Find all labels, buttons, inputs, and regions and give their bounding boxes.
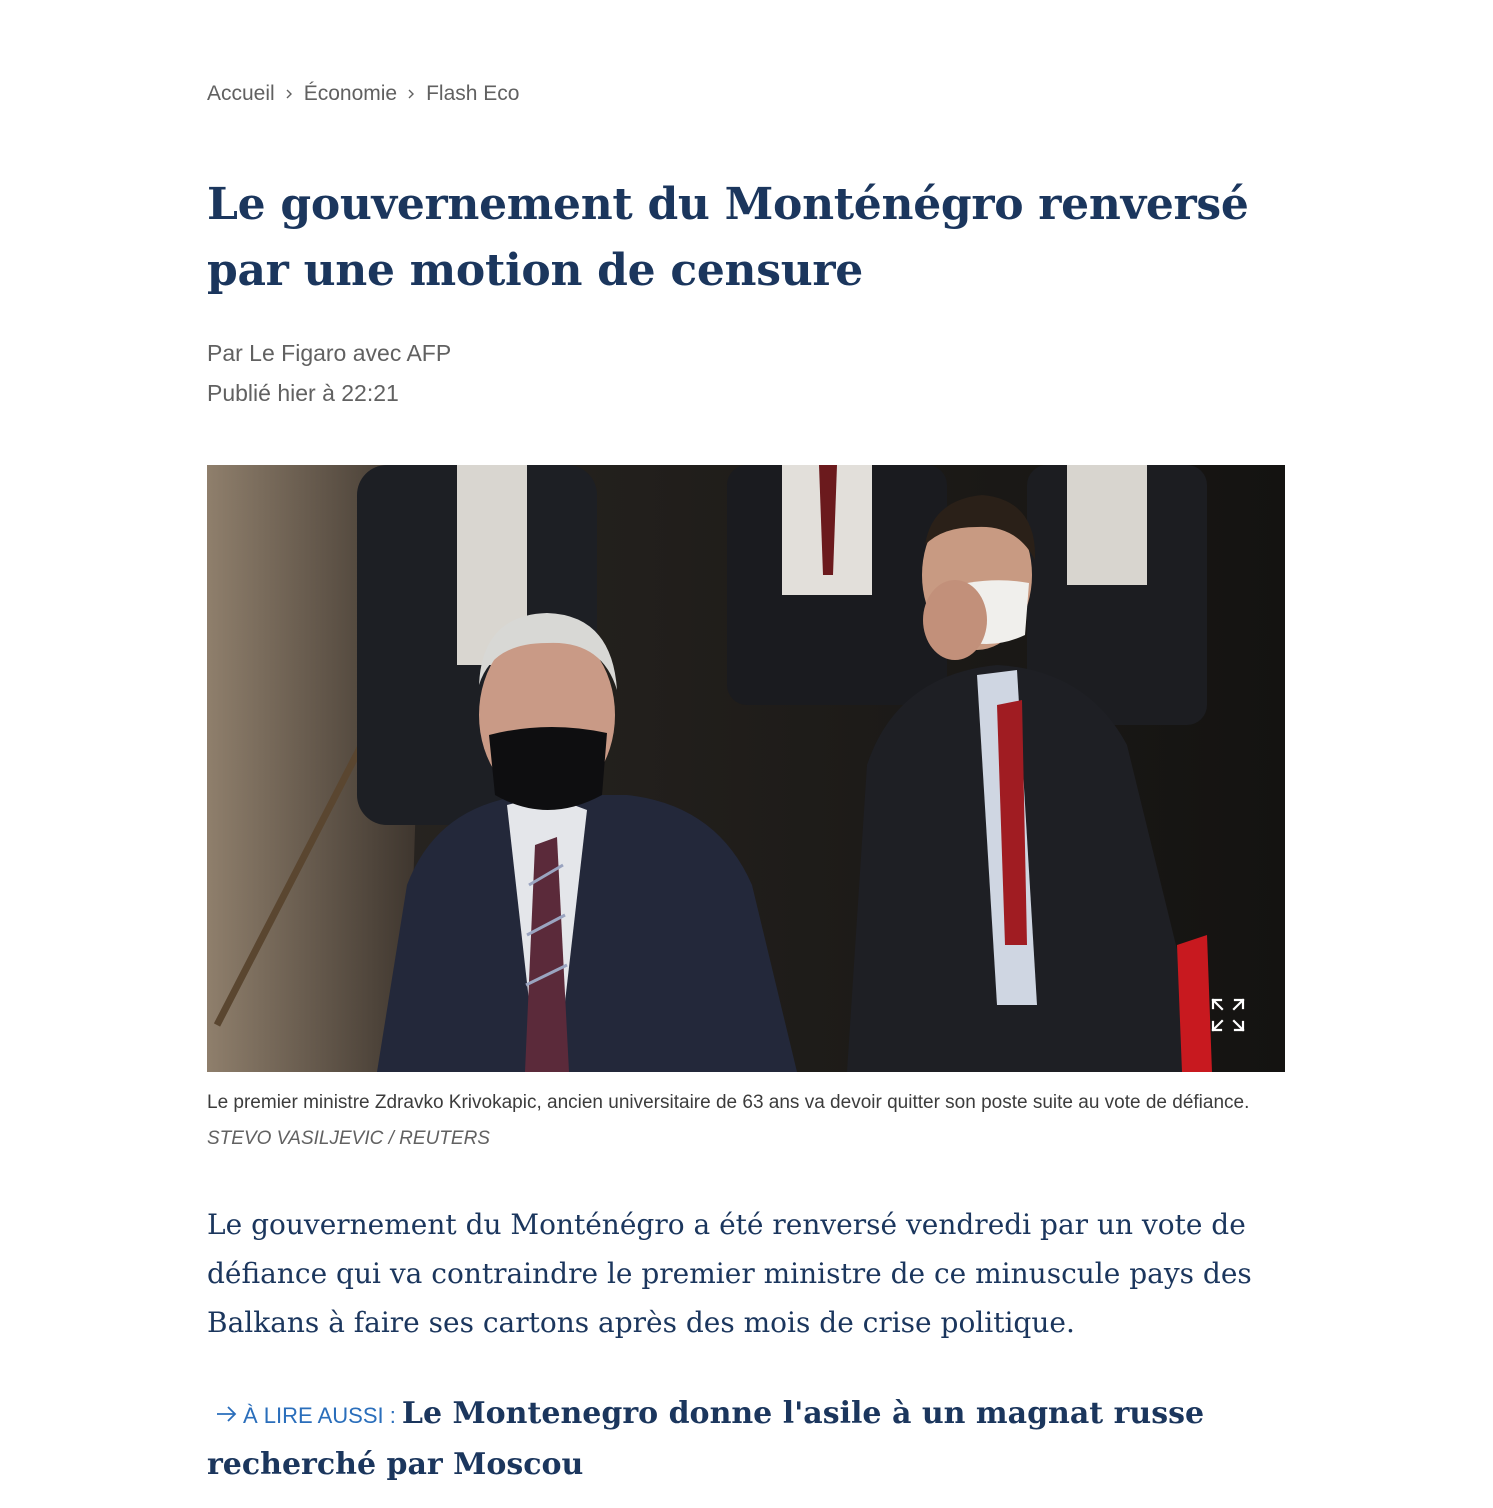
article-image[interactable] xyxy=(207,465,1285,1072)
article-title: Le gouvernement du Monténégro renversé par une motion de censure xyxy=(207,179,1249,296)
read-also-label: À LIRE AUSSI : xyxy=(243,1403,396,1428)
article-author: Par Le Figaro avec AFP xyxy=(207,340,452,366)
expand-icon[interactable] xyxy=(1209,996,1247,1034)
article-publish-date: Publié hier à 22:21 xyxy=(207,380,399,406)
article-photo xyxy=(207,465,1285,1072)
breadcrumb-item-home[interactable]: Accueil xyxy=(207,82,275,105)
article-lede: Le gouvernement du Monténégro a été renversé vendredi par un vote de défiance qui va contraindre le premier ministre de ce minuscule pays des Balkans à faire ses cartons après des mois de crise politique. xyxy=(207,1208,1252,1339)
arrow-right-icon xyxy=(215,1406,239,1422)
image-caption xyxy=(207,1085,1287,1157)
read-also-link[interactable]: Le Montenegro donne l'asile à un magnat russe recherché par Moscou xyxy=(207,1396,1205,1482)
image-caption-text: Le premier ministre Zdravko Krivokapic, ancien universitaire de 63 ans va devoir quitter son poste suite au vote de défiance. xyxy=(207,1092,1250,1113)
breadcrumb-item-economie[interactable]: Économie xyxy=(303,82,398,105)
chevron-right-icon xyxy=(284,89,294,99)
chevron-right-icon xyxy=(406,89,416,99)
image-credit: STEVO VASILJEVIC / REUTERS xyxy=(207,1128,490,1149)
read-also-block xyxy=(207,1389,1287,1489)
breadcrumb xyxy=(207,82,519,106)
breadcrumb-item-flash-eco[interactable]: Flash Eco xyxy=(426,82,520,105)
article-byline xyxy=(207,333,451,413)
